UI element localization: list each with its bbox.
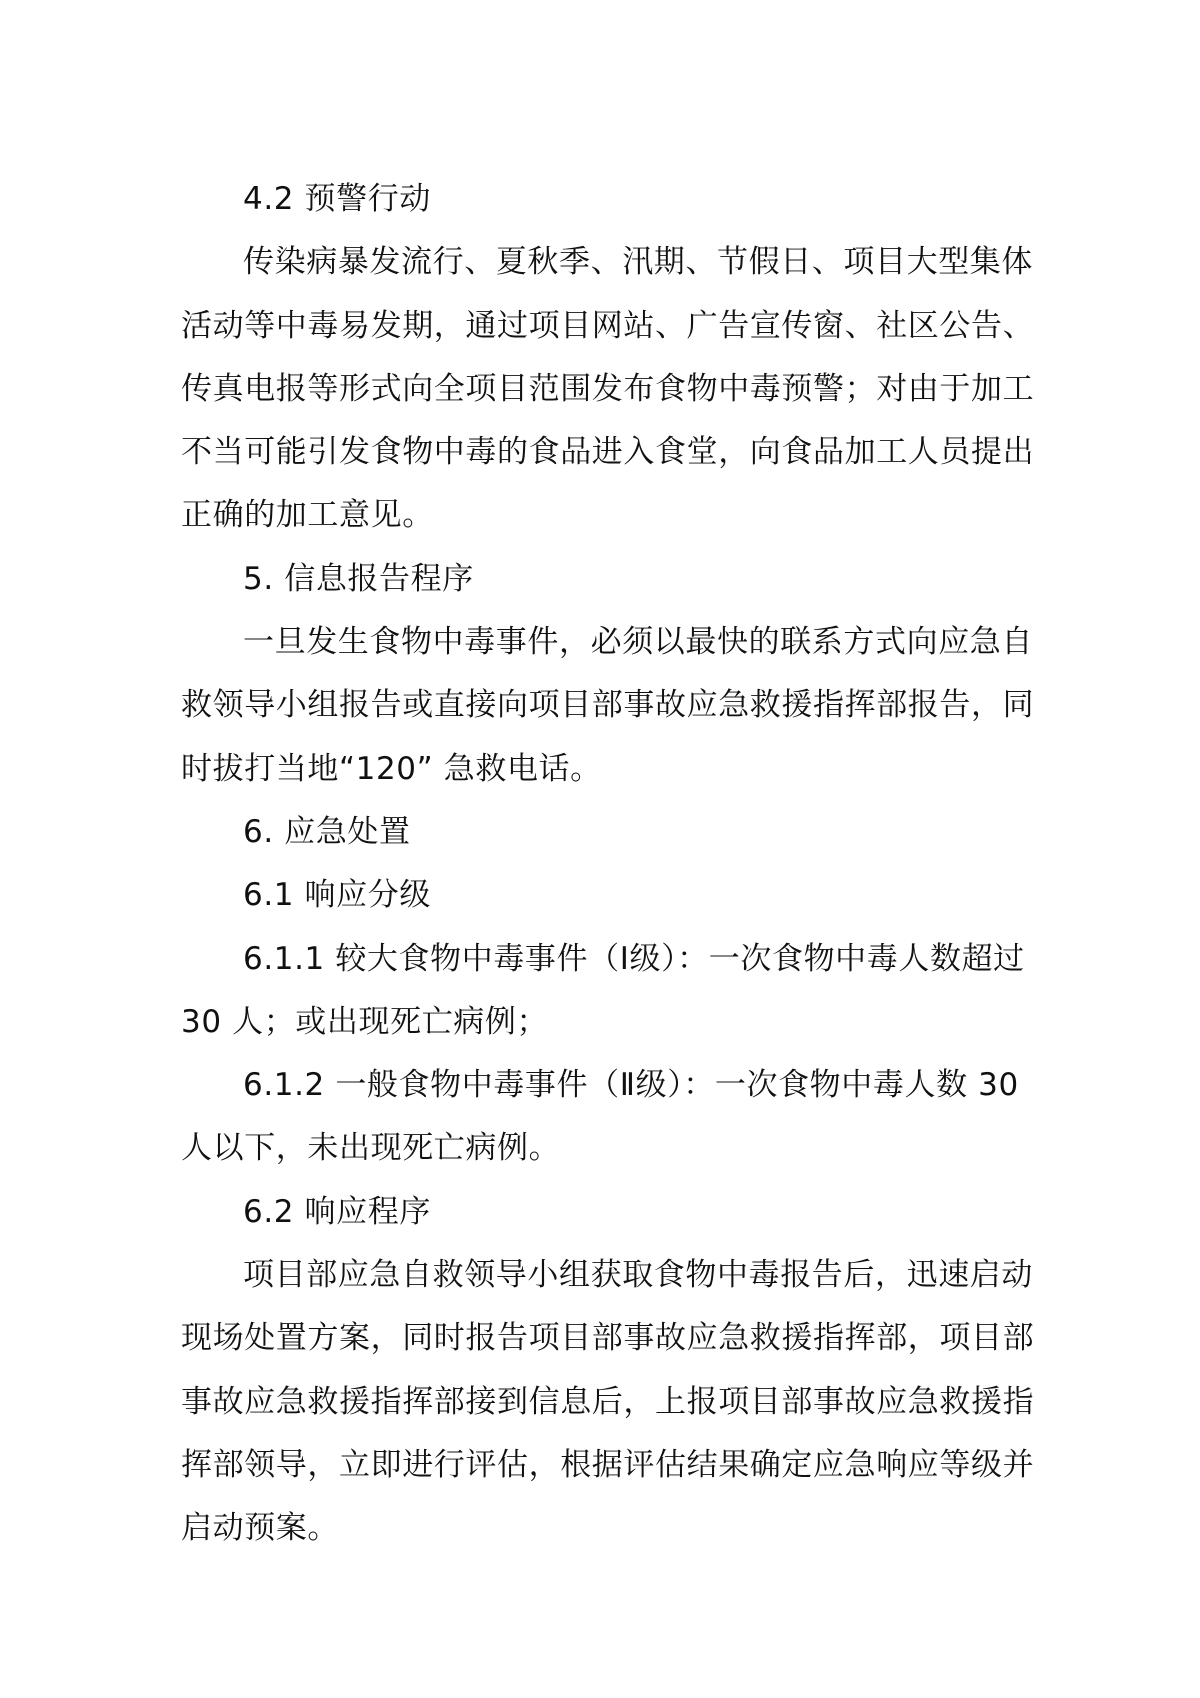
paragraph-warning-actions — [181, 231, 1035, 547]
text-line: 时拔打当地“120” 急救电话。 — [181, 750, 602, 787]
paragraph-response-procedure — [181, 1244, 1035, 1560]
text-line: 6. 应急处置 — [243, 813, 411, 850]
text-line: 一旦发生食物中毒事件，必须以最快的联系方式向应急自 — [243, 624, 1033, 661]
text-line: 传真电报等形式向全项目范围发布食物中毒预警；对由于加工 — [181, 370, 1035, 407]
text-line: 5. 信息报告程序 — [243, 560, 474, 597]
text-line: 启动预案。 — [181, 1510, 339, 1547]
text-line: 事故应急救援指挥部接到信息后，上报项目部事故应急救援指 — [181, 1383, 1035, 1420]
document-body — [181, 168, 1035, 1561]
text-line: 传染病暴发流行、夏秋季、汛期、节假日、项目大型集体 — [243, 244, 1033, 281]
text-line: 6.1.1 较大食物中毒事件（Ⅰ级）：一次食物中毒人数超过 — [243, 940, 1025, 977]
text-line: 不当可能引发食物中毒的食品进入食堂，向食品加工人员提出 — [181, 434, 1035, 471]
text-line: 正确的加工意见。 — [181, 497, 434, 534]
heading-response-levels — [181, 864, 1026, 927]
text-line: 救领导小组报告或直接向项目部事故应急救援指挥部报告，同 — [181, 687, 1035, 724]
text-line: 6.1 响应分级 — [243, 877, 431, 914]
text-line: 4.2 预警行动 — [243, 181, 431, 217]
text-line: 活动等中毒易发期，通过项目网站、广告宣传窗、社区公告、 — [181, 307, 1035, 344]
heading-info-report — [181, 548, 1026, 611]
paragraph-level-2 — [181, 1054, 1026, 1181]
text-line: 6.2 响应程序 — [243, 1193, 431, 1230]
heading-warning-actions — [181, 168, 1026, 231]
paragraph-level-1 — [181, 928, 1026, 1055]
heading-response-procedure — [181, 1181, 1026, 1244]
text-line: 6.1.2 一般食物中毒事件（Ⅱ级）：一次食物中毒人数 30 — [243, 1067, 1019, 1104]
text-line: 项目部应急自救领导小组获取食物中毒报告后，迅速启动 — [243, 1257, 1033, 1294]
text-line: 挥部领导，立即进行评估，根据评估结果确定应急响应等级并 — [181, 1446, 1035, 1483]
text-line: 现场处置方案，同时报告项目部事故应急救援指挥部，项目部 — [181, 1320, 1035, 1357]
paragraph-info-report — [181, 611, 1035, 801]
text-line: 人以下，未出现死亡病例。 — [181, 1130, 561, 1167]
heading-emergency-handling — [181, 801, 1026, 864]
text-line: 30 人；或出现死亡病例； — [181, 1003, 549, 1040]
